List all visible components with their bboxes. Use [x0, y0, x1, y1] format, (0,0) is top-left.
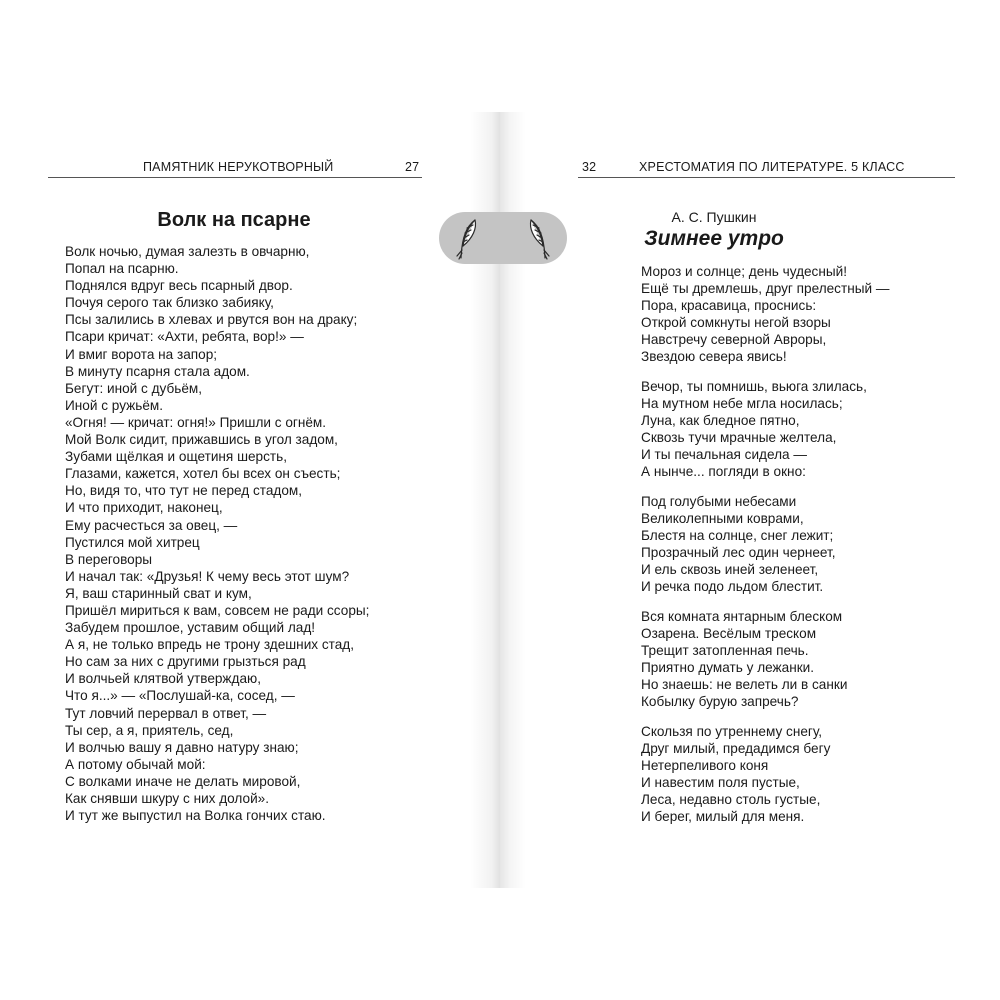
stanza	[641, 378, 867, 481]
poem-line: Глазами, кажется, хотел бы всех он съесть;	[65, 466, 341, 482]
poem-line: И ель сквозь иней зеленеет,	[641, 562, 819, 578]
right-poem-title: Зимнее утро	[644, 227, 784, 250]
poem-line: И ты печальная сидела —	[641, 447, 807, 463]
poem-line: Зубами щёлкая и ощетиня шерсть,	[65, 449, 287, 465]
right-header-rule	[578, 177, 955, 178]
poem-line: На мутном небе мгла носилась;	[641, 395, 843, 411]
poem-line: Прозрачный лес один чернеет,	[641, 545, 836, 561]
poem-line: Волк ночью, думая залезть в овчарню,	[65, 244, 310, 259]
poem-line: Попал на псарню.	[65, 261, 179, 277]
stanza	[641, 263, 889, 366]
stanza	[641, 608, 847, 711]
poem-line: И что приходит, наконец,	[65, 500, 223, 516]
poem-line: Но сам за них с другими грызться рад	[65, 654, 306, 670]
poem-line: В переговоры	[65, 551, 153, 567]
poem-line: Сквозь тучи мрачные желтела,	[641, 430, 837, 446]
poem-line: Блестя на солнце, снег лежит;	[641, 527, 834, 543]
poem-line: Тут ловчий перервал в ответ, —	[65, 705, 267, 721]
poem-line: «Огня! — кричат: огня!» Пришли с огнём.	[65, 414, 327, 430]
poem-line: Ещё ты дремлешь, друг прелестный —	[641, 281, 890, 297]
poem-line: Иной с ружьём.	[65, 397, 163, 413]
poem-line: И берег, милый для меня.	[641, 809, 805, 825]
poem-line: Но, видя то, что тут не перед стадом,	[65, 483, 303, 499]
poem-line: Пришёл мириться к вам, совсем не ради ссоры;	[65, 602, 370, 618]
poem-line: Пустился мой хитрец	[65, 534, 200, 550]
poem-line: Я, ваш старинный сват и кум,	[65, 585, 252, 601]
poem-line: Псари кричат: «Ахти, ребята, вор!» —	[65, 329, 304, 345]
poem-line: Навстречу северной Авроры,	[641, 332, 827, 348]
poem-line: Но знаешь: не велеть ли в санки	[641, 677, 848, 693]
stanza	[641, 723, 830, 826]
poem-line: Трещит затопленная печь.	[641, 642, 809, 658]
right-running-head: ХРЕСТОМАТИЯ ПО ЛИТЕРАТУРЕ. 5 КЛАСС	[639, 160, 905, 174]
poem-line: Великолепными коврами,	[641, 510, 804, 526]
poem-line: И начал так: «Друзья! К чему весь этот шум?	[65, 568, 350, 584]
poem-line: С волками иначе не делать мировой,	[65, 773, 301, 789]
poem-line: Скользя по утреннему снегу,	[641, 723, 823, 739]
poem-line: И волчью вашу я давно натуру знаю;	[65, 739, 299, 755]
poem-line: Вечор, ты помнишь, вьюга злилась,	[641, 378, 867, 394]
left-page-number: 27	[405, 160, 420, 174]
poem-line: Нетерпеливого коня	[641, 757, 769, 773]
poem-line: Мороз и солнце; день чудесный!	[641, 264, 848, 279]
poem-line: Открой сомкнуты негой взоры	[641, 315, 831, 331]
stanza	[641, 493, 836, 596]
poem-line: Ты сер, а я, приятель, сед,	[65, 722, 234, 738]
poem-line: А я, не только впредь не трону здешних стад,	[65, 637, 354, 653]
poem-line: Друг милый, предадимся бегу	[641, 740, 831, 756]
bookmark	[439, 212, 567, 264]
poem-line: Приятно думать у лежанки.	[641, 659, 815, 675]
poem-line: И речка подо льдом блестит.	[641, 579, 824, 595]
poem-line: В минуту псарня стала адом.	[65, 363, 250, 379]
poem-line: Мой Волк сидит, прижавшись в угол задом,	[65, 432, 338, 448]
poem-line: И навестим поля пустые,	[641, 774, 800, 790]
poem-line: И вмиг ворота на запор;	[65, 346, 218, 362]
poem-line: А нынче... погляди в окно:	[641, 464, 806, 480]
left-poem-body	[65, 243, 369, 824]
poem-line: Бегут: иной с дубьём,	[65, 380, 203, 396]
feather-icon	[453, 216, 483, 262]
poem-line: Озарена. Весёлым треском	[641, 625, 817, 641]
right-page-number: 32	[582, 160, 597, 174]
left-header-rule	[48, 177, 422, 178]
poem-line: Вся комната янтарным блеском	[641, 608, 843, 624]
poem-line: Леса, недавно столь густые,	[641, 791, 821, 807]
poem-line: Звездою севера явись!	[641, 349, 787, 365]
poem-line: Поднялся вдруг весь псарный двор.	[65, 278, 293, 294]
poem-line: Кобылку бурую запречь?	[641, 694, 799, 710]
poem-line: Как снявши шкуру с них долой».	[65, 791, 270, 806]
poem-author: А. С. Пушкин	[671, 209, 757, 225]
poem-line: Пора, красавица, проснись:	[641, 298, 817, 314]
left-poem-title: Волк на псарне	[157, 209, 311, 231]
left-running-head: ПАМЯТНИК НЕРУКОТВОРНЫЙ	[143, 160, 334, 174]
poem-line: Под голубыми небесами	[641, 493, 797, 509]
poem-line: Луна, как бледное пятно,	[641, 413, 800, 429]
feather-icon	[523, 216, 553, 262]
poem-line: Псы залились в хлевах и рвутся вон на драку;	[65, 312, 358, 328]
poem-line: Забудем прошлое, уставим общий лад!	[65, 620, 316, 636]
poem-line: Почуя серого так близко забияку,	[65, 295, 274, 311]
poem-line: Ему расчесться за овец, —	[65, 517, 238, 533]
poem-line: А потому обычай мой:	[65, 756, 206, 772]
poem-line: И волчьей клятвой утверждаю,	[65, 671, 261, 687]
poem-line: И тут же выпустил на Волка гончих стаю.	[65, 808, 326, 824]
poem-line: Что я...» — «Послушай-ка, сосед, —	[65, 688, 295, 704]
